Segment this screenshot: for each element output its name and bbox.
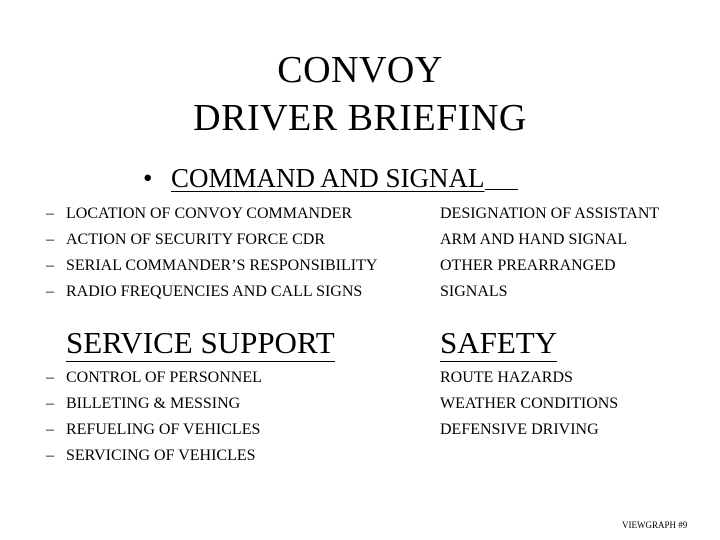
command-signal-right-list [440,201,659,305]
list-item [46,201,377,227]
dash-marker: – [46,369,54,386]
dash-marker: – [46,283,54,300]
list-item [46,253,378,279]
list-item [46,279,377,305]
list-item-text: REFUELING OF VEHICLES [66,421,261,438]
list-item: WEATHER CONDITIONS [440,395,619,412]
list-item: SIGNALS [440,283,508,300]
heading-underline-tail [485,162,518,190]
list-item-text: LOCATION OF CONVOY COMMANDER [66,205,353,222]
title-line-convoy: CONVOY [277,49,443,91]
list-item-text: SERVICING OF VEHICLES [66,447,256,464]
command-and-signal-heading [143,162,518,194]
dash-marker: – [46,421,54,438]
viewgraph-label: VIEWGRAPH #9 [622,520,688,530]
list-item: OTHER PREARRANGED [440,257,616,274]
list-item [46,365,262,391]
list-item-text: ACTION OF SECURITY FORCE CDR [66,231,325,248]
list-item: DESIGNATION OF ASSISTANT [440,205,660,222]
command-and-signal-text: COMMAND AND SIGNAL [171,163,485,193]
safety-list [440,365,618,443]
service-support-list [46,365,262,469]
dash-marker: – [46,447,54,464]
bullet-dot: • [143,163,153,193]
dash-marker: – [46,231,54,248]
dash-marker: – [46,205,54,222]
dash-marker: – [46,257,54,274]
list-item [46,443,262,469]
title-line-driver-briefing: DRIVER BRIEFING [193,97,527,139]
list-item [46,227,377,253]
list-item: ARM AND HAND SIGNAL [440,231,628,248]
service-support-heading: SERVICE SUPPORT [66,325,335,360]
list-item-text: BILLETING & MESSING [66,395,241,412]
safety-heading: SAFETY [440,325,558,360]
list-item-text: SERIAL COMMANDER’S RESPONSIBILITY [66,257,378,274]
list-item-text: CONTROL OF PERSONNEL [66,369,262,386]
list-item: DEFENSIVE DRIVING [440,421,599,438]
list-item [46,417,262,443]
list-item-text: RADIO FREQUENCIES AND CALL SIGNS [66,283,363,300]
dash-marker: – [46,395,54,412]
command-signal-left-list [46,201,378,305]
list-item: ROUTE HAZARDS [440,369,573,386]
list-item [46,391,262,417]
